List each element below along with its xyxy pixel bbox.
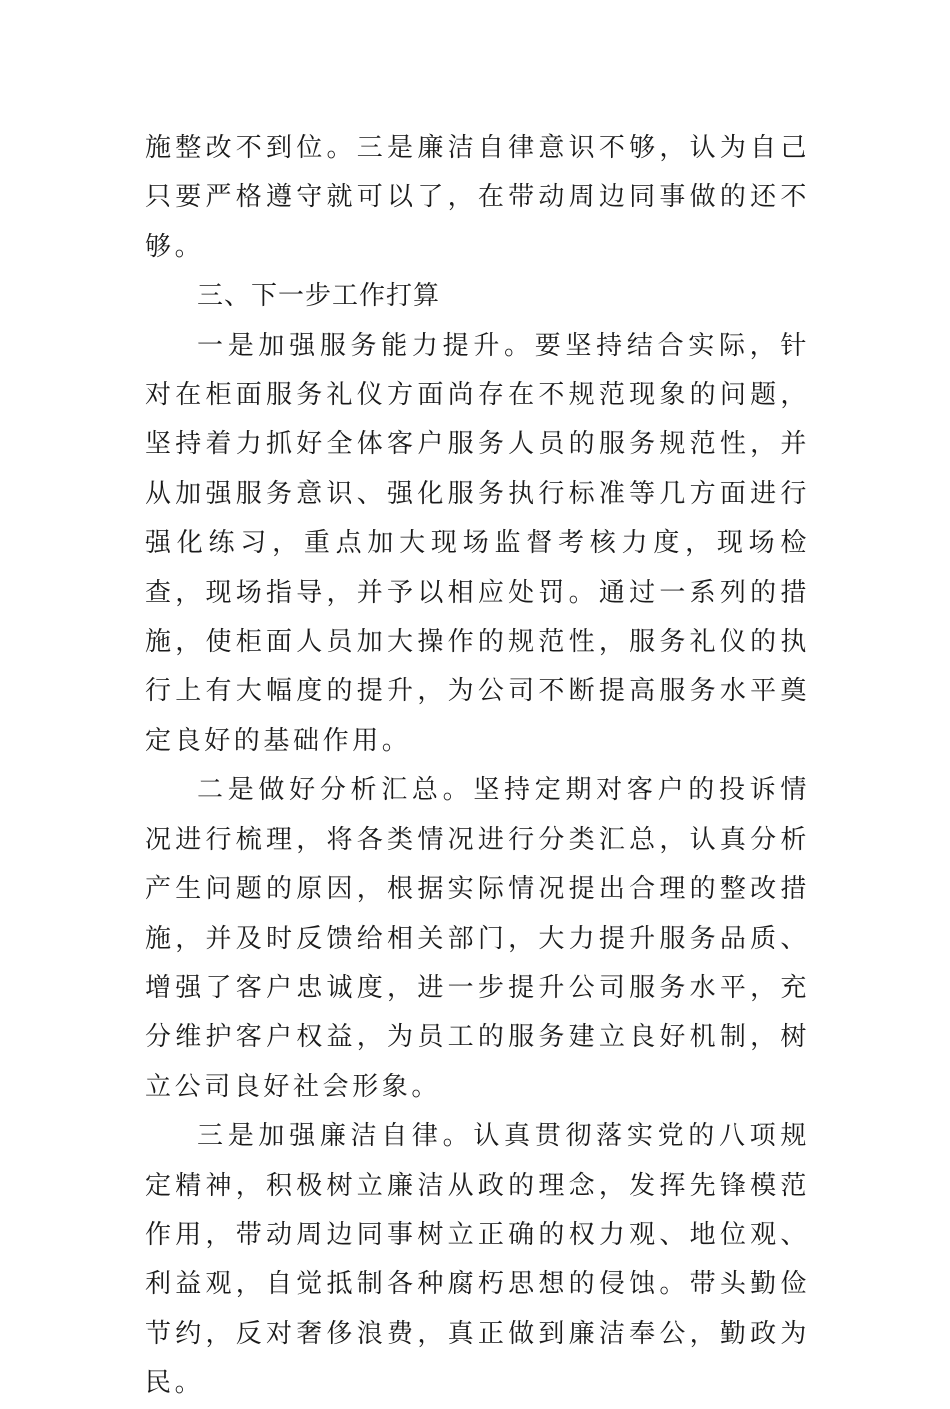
section-heading: 三、下一步工作打算 — [197, 281, 441, 312]
paragraph-analysis-summary: 二是做好分析汇总。坚持定期对客户的投诉情况进行梳理，将各类情况进行分类汇总，认真分析产生问题的原因，根据实际情况提出合理的整改措施，并及时反馈给相关部门，大力提升服务品质、增强了客户忠诚度，进一步提升公司服务水平，充分维护客户权益，为员工的服务建立良好机制，树立公司良好社会形象。 — [145, 775, 810, 1102]
paragraph-continuation: 施整改不到位。三是廉洁自律意识不够，认为自己只要严格遵守就可以了，在带动周边同事做的还不够。 — [145, 133, 810, 262]
paragraph-service-ability: 一是加强服务能力提升。要坚持结合实际，针对在柜面服务礼仪方面尚存在不规范现象的问题，坚持着力抓好全体客户服务人员的服务规范性，并从加强服务意识、强化服务执行标准等几方面进行强化练习，重点加大现场监督考核力度，现场检查，现场指导，并予以相应处罚。通过一系列的措施，使柜面人员加大操作的规范性，服务礼仪的执行上有大幅度的提升，为公司不断提高服务水平奠定良好的基础作用。 — [145, 330, 810, 756]
paragraph-integrity: 三是加强廉洁自律。认真贯彻落实党的八项规定精神，积极树立廉洁从政的理念，发挥先锋模范作用，带动周边同事树立正确的权力观、地位观、利益观，自觉抵制各种腐朽思想的侵蚀。带头勤俭节约，反对奢侈浪费，真正做到廉洁奉公，勤政为民。 — [145, 1121, 810, 1399]
document-body — [145, 124, 810, 1409]
